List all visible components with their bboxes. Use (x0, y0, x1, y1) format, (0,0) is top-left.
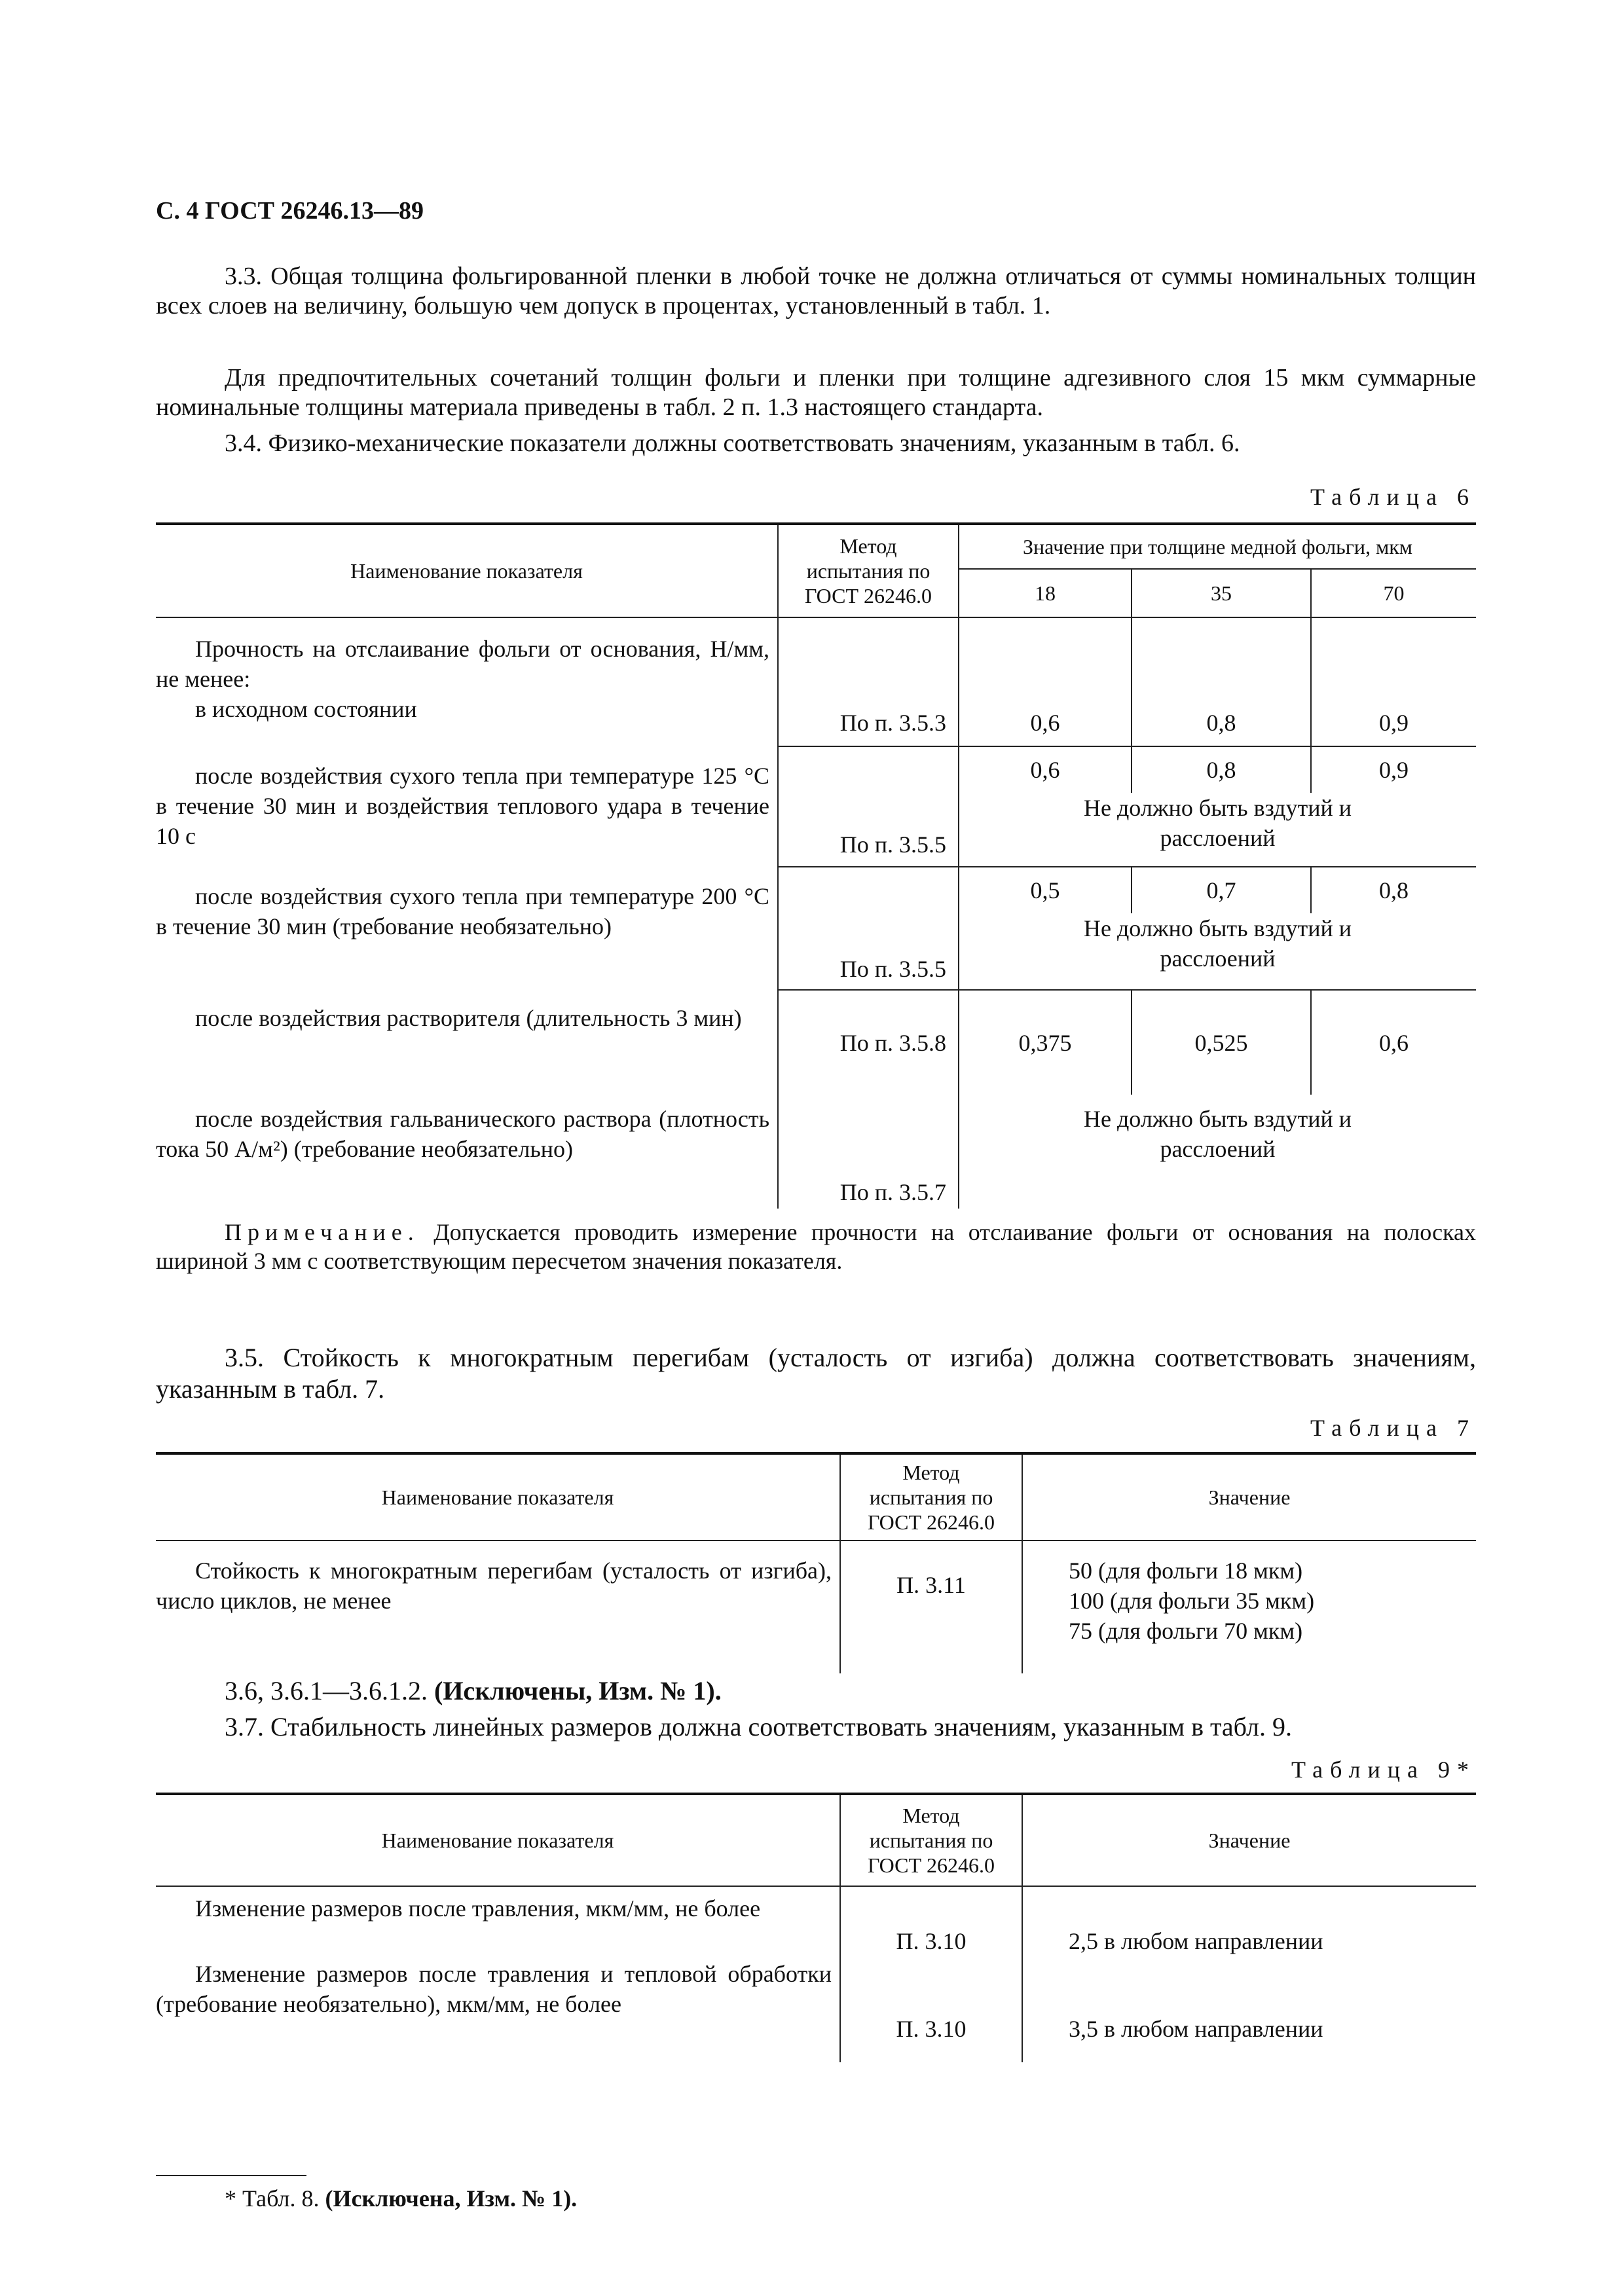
table-row (156, 617, 1476, 746)
t6-r2-v70: 0,9 (1379, 757, 1409, 783)
t7-header-method: Метод испытания по ГОСТ 26246.0 (840, 1453, 1022, 1540)
t6-header-70: 70 (1311, 569, 1476, 617)
t9-r2-value: 3,5 в любом направлении (1069, 2016, 1323, 2042)
paragraph-3-3: 3.3. Общая толщина фольгированной пленки в любой точке не должна отличаться от суммы номинальных толщин всех слоев на величину, большую чем допуск в процентах, установленный в табл. 1. (156, 263, 1476, 319)
t9-r1-name (156, 1886, 840, 1959)
table-row (156, 1095, 1476, 1209)
footnote-prefix: * Табл. 8. (225, 2185, 320, 2212)
table-6 (156, 522, 1476, 1209)
t6-r5-name (156, 1095, 778, 1209)
footnote-rule (156, 2175, 306, 2176)
t6-r4-v70: 0,6 (1379, 1029, 1409, 1056)
footnote-bold: (Исключена, Изм. № 1). (325, 2185, 578, 2212)
t6-header-35: 35 (1132, 569, 1311, 617)
t6-r5-method: По п. 3.5.7 (778, 1095, 959, 1209)
t7-header-value: Значение (1022, 1453, 1476, 1540)
t6-r1-method: По п. 3.5.3 (778, 617, 959, 746)
page-header: С. 4 ГОСТ 26246.13—89 (156, 197, 424, 225)
t9-header-value: Значение (1022, 1794, 1476, 1886)
t6-r3-v70: 0,8 (1379, 877, 1409, 903)
t6-r5-text: после воздействия гальванического раствора (плотность тока 50 А/м²) (требование необязательно) (156, 1106, 769, 1162)
paragraph-3-7: 3.7. Стабильность линейных размеров должна соответствовать значениям, указанным в табл. 9. (225, 1712, 1292, 1741)
t6-r3-method: По п. 3.5.5 (778, 867, 959, 990)
t6-r2-v35: 0,8 (1132, 746, 1311, 793)
paragraph-3-4: 3.4. Физико-механические показатели должны соответствовать значениям, указанным в табл. 6. (225, 429, 1240, 457)
table-row (156, 746, 1476, 793)
t9-r2-name (156, 1959, 840, 2062)
t6-r4-name (156, 990, 778, 1095)
t6-r1-name (156, 617, 778, 746)
t6-r2-method: По п. 3.5.5 (778, 746, 959, 867)
table-7 (156, 1452, 1476, 1673)
t7-r1-name (156, 1540, 840, 1673)
t6-r3-v18: 0,5 (959, 867, 1132, 913)
t6-r4-v35: 0,525 (1132, 990, 1311, 1095)
t7-r1-v3: 75 (для фольги 70 мкм) (1069, 1618, 1303, 1644)
t6-r1-v70: 0,9 (1311, 617, 1476, 746)
t6-r1-sub: в исходном состоянии (195, 696, 417, 722)
t7-r1-values (1022, 1540, 1476, 1673)
t7-header-name: Наименование показателя (156, 1453, 840, 1540)
t6-r3-v35: 0,7 (1132, 867, 1311, 913)
t9-r1-text: Изменение размеров после травления, мкм/мм, не более (195, 1895, 761, 1922)
t6-r4-method: По п. 3.5.8 (778, 990, 959, 1095)
t6-r3-text: после воздействия сухого тепла при температуре 200 °С в течение 30 мин (требование необязательно) (156, 883, 769, 939)
t6-r3-note: Не должно быть вздутий и расслоений (959, 913, 1476, 990)
p36-prefix: 3.6, 3.6.1—3.6.1.2. (225, 1676, 428, 1705)
table-9 (156, 1793, 1476, 2062)
t9-header-name: Наименование показателя (156, 1794, 840, 1886)
t6-r3-name (156, 867, 778, 990)
t9-r2-method: П. 3.10 (840, 1959, 1022, 2062)
table-row (156, 1959, 1476, 2062)
note-label: Примечание. (225, 1219, 420, 1245)
t6-header-name: Наименование показателя (156, 524, 778, 617)
t6-r5-note: Не должно быть вздутий и расслоений (1084, 1106, 1352, 1162)
paragraph-3-5: 3.5. Стойкость к многократным перегибам (усталость от изгиба) должна соответствовать значениям, указанным в табл. 7. (156, 1343, 1476, 1404)
footnote (225, 2185, 577, 2212)
t6-r4-text: после воздействия растворителя (длительность 3 мин) (195, 1005, 742, 1031)
t9-r1-method: П. 3.10 (840, 1886, 1022, 1959)
p36-bold: (Исключены, Изм. № 1). (434, 1676, 722, 1705)
table-6-note (156, 1218, 1476, 1275)
t6-r2-text: после воздействия сухого тепла при температуре 125 °С в течение 30 мин и воздействия теплового удара в течение 10 с (156, 763, 769, 849)
t7-r1-text: Стойкость к многократным перегибам (усталость от изгиба), число циклов, не менее (156, 1558, 832, 1614)
paragraph-3-3-continued: Для предпочтительных сочетаний толщин фольги и пленки при толщине адгезивного слоя 15 мкм суммарные номинальные толщины материала приведены в табл. 2 п. 1.3 настоящего стандарта. (156, 364, 1476, 421)
note-text: Допускается проводить измерение прочности на отслаивание фольги от основания на полосках шириной 3 мм с соответствующим пересчетом значения показателя. (156, 1219, 1476, 1274)
t9-r1-value: 2,5 в любом направлении (1069, 1928, 1323, 1954)
table-9-caption: Таблица 9* (1291, 1757, 1476, 1783)
table-row (156, 990, 1476, 1095)
table-6-caption: Таблица 6 (1310, 484, 1476, 510)
table-row (156, 867, 1476, 913)
table-row (156, 1886, 1476, 1959)
t6-r1-v18: 0,6 (959, 617, 1132, 746)
t6-r1-title: Прочность на отслаивание фольги от основания, Н/мм, не менее: (156, 636, 769, 692)
t6-r2-name (156, 746, 778, 867)
t7-r1-v1: 50 (для фольги 18 мкм) (1069, 1558, 1303, 1584)
t6-header-18: 18 (959, 569, 1132, 617)
t7-r1-method: П. 3.11 (840, 1540, 1022, 1673)
t7-r1-v2: 100 (для фольги 35 мкм) (1069, 1588, 1315, 1614)
t6-r2-v18: 0,6 (959, 746, 1132, 793)
t6-header-value: Значение при толщине медной фольги, мкм (959, 524, 1476, 569)
t6-r2-note: Не должно быть вздутий и расслоений (959, 793, 1476, 867)
t9-r2-text: Изменение размеров после травления и тепловой обработки (требование необязательно), мкм/мм, не более (156, 1961, 832, 2017)
t6-r1-v35: 0,8 (1132, 617, 1311, 746)
t9-header-method: Метод испытания по ГОСТ 26246.0 (840, 1794, 1022, 1886)
paragraph-3-6 (156, 1676, 1476, 1705)
table-row (156, 1540, 1476, 1673)
table-7-caption: Таблица 7 (1310, 1415, 1476, 1441)
t6-header-method: Метод испытания по ГОСТ 26246.0 (778, 524, 959, 617)
t6-r4-v18: 0,375 (959, 990, 1132, 1095)
